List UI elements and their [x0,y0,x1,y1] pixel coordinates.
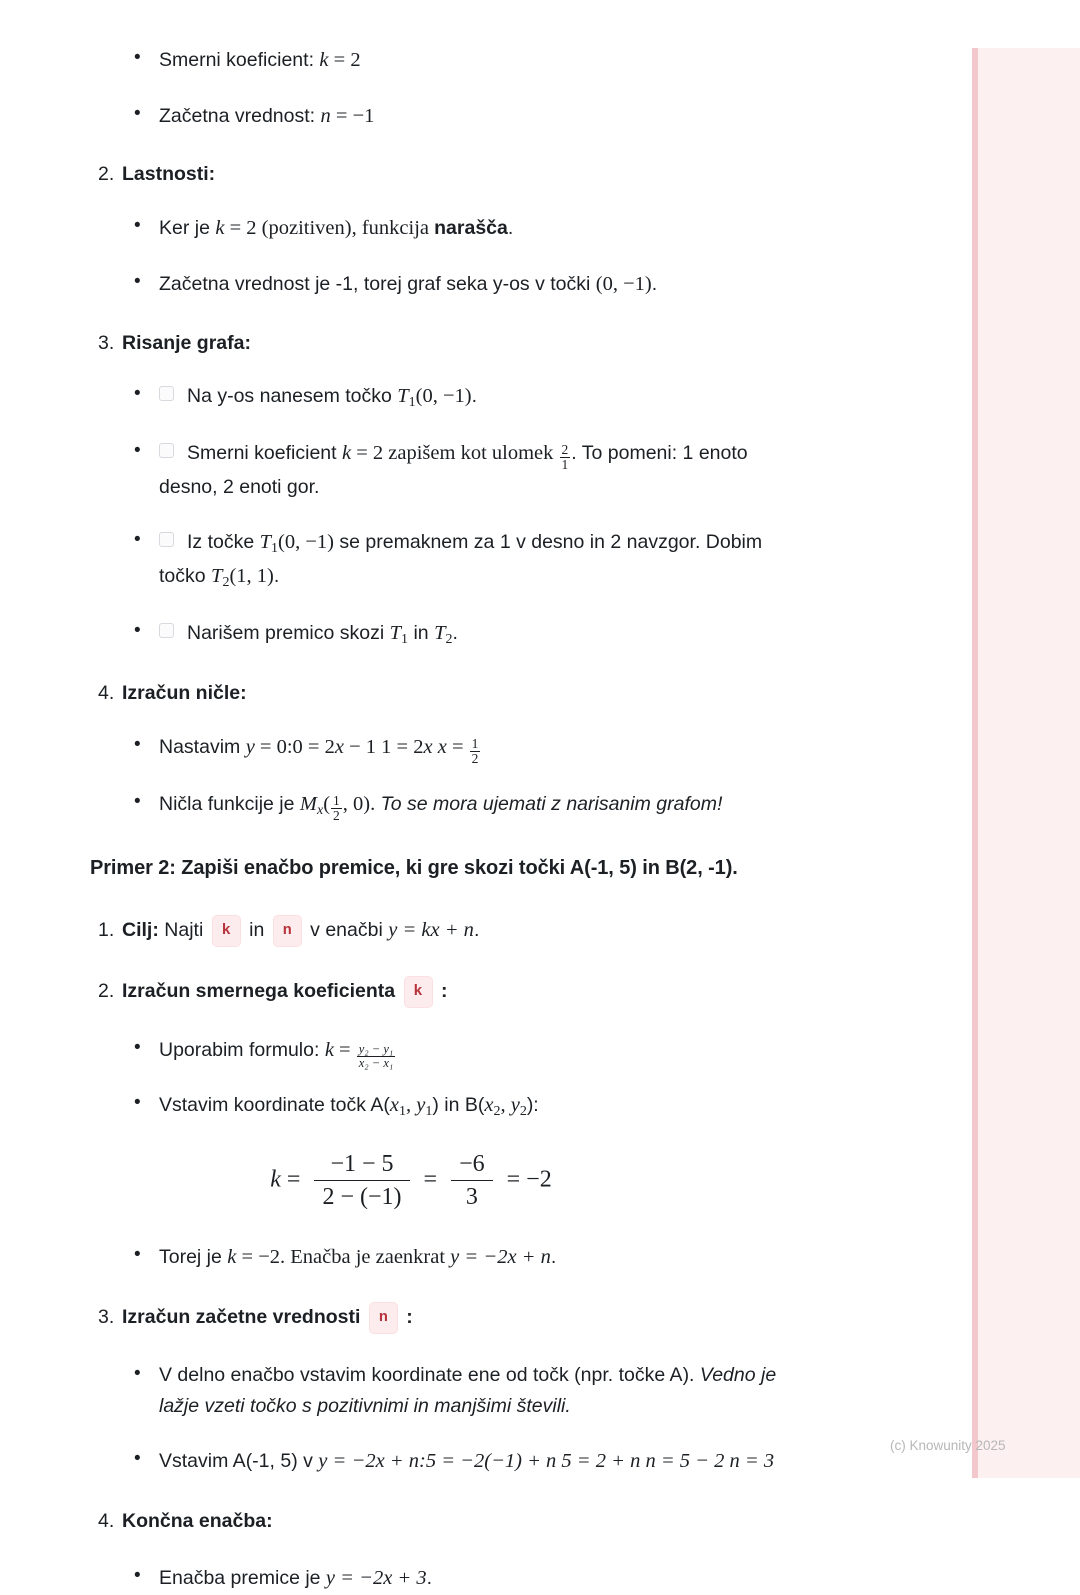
bullet-text: Smerni koeficient [187,441,342,464]
list-item [0,1034,972,1070]
math-var: k [341,441,352,464]
math-var: T [397,385,409,408]
ordered-list-item [0,678,972,708]
math-var: T [259,530,272,553]
italic-note: To se mora ujemati z narisanim grafom! [375,792,723,815]
section-title: Končna enačba: [122,1509,273,1532]
fraction [560,443,571,472]
math-expression: = 0:0 = 2 [254,735,335,758]
math-var: k [324,1039,334,1062]
code-badge-n[interactable]: n [369,1302,398,1334]
fraction-denominator: 2 [471,750,479,766]
ordered-list-item-cilj [0,915,972,947]
bullet-text: . [273,565,280,588]
section-risanje-grafa [0,328,972,651]
fraction-numerator: −6 [459,1150,485,1177]
math-rest: = 2 [328,49,361,71]
italic-note: Vedno je lažje vzeti točko s pozitivnimi in manjšimi števili. [159,1363,777,1418]
math-subscript: 1 [408,395,416,411]
step-text: in [243,919,270,942]
display-equation [0,1124,972,1242]
list-number: 2. [98,980,115,1003]
bullet-text: Nastavim [159,735,246,758]
right-pink-rule [972,48,978,1478]
bullet-text: Torej je [159,1246,228,1269]
math-var: x [389,1094,399,1117]
bullet-text: in [408,621,435,644]
bullet-text: Vstavim koordinate točk A( [159,1094,390,1117]
right-pink-band [972,48,1080,1478]
math-subscript: 1 [398,1104,406,1119]
watermark: (c) Knowunity 2025 [890,1438,1006,1453]
math-expression: , [405,1094,417,1117]
bullet-text: Na y-os nanesem točko [187,385,398,408]
math-subscript: 2 [493,1104,501,1119]
bullet-text: Uporabim formulo: [159,1039,325,1062]
math-var: n [320,105,331,128]
math-expression: (0, −1) [595,272,652,295]
bullet-text: . [507,216,514,239]
math-expression: y = −2x + 3 [325,1567,427,1590]
list-item [0,437,972,504]
example2-heading: Primer 2: Zapiši enačbo premice, ki gre skozi točki A(-1, 5) in B(2, -1). [90,857,738,880]
ordered-list-item-smerni [0,976,972,1008]
colon: : [406,1305,413,1328]
section-izracun-nicle [0,678,972,823]
list-item [0,526,972,595]
fraction-denominator: 2 − (−1) [314,1180,409,1211]
math-subscript: 1 [425,1104,433,1119]
bullet-text: . [426,1567,433,1590]
step-text: Najti [158,919,209,942]
fraction [357,1043,395,1070]
code-badge-n[interactable]: n [273,915,302,947]
math-rest: = −1 [330,105,375,128]
bullet-text: Ničla funkcije je [159,792,300,815]
fraction-1 [314,1150,409,1212]
bullet-text: Začetna vrednost je -1, torej graf seka y-os v točki [159,272,596,295]
math-expression: (0, −1) [415,385,472,408]
bullet-text: Vstavim A(-1, 5) v [159,1449,319,1472]
fraction-denominator: 2 [333,808,340,824]
list-number: 3. [98,332,115,355]
bullet-text: = 2 (pozitiven), funkcija [224,216,435,239]
bullet-text: Ker je [159,216,216,239]
bold-emphasis: narašča [434,216,508,239]
bullet-text: Narišem premico skozi [187,621,390,644]
section-title: Izračun začetne vrednosti [122,1305,361,1328]
section-lastnosti [0,159,972,301]
math-expression: (0, −1) [278,530,334,553]
list-item [0,1241,972,1274]
math-expression: y = −2x + n:5 = −2(−1) + n 5 = 2 + n n = 5 − 2 n = 3 [318,1449,775,1472]
equation-lhs: k [270,1166,281,1192]
math-var: T [389,621,402,644]
math-var: x [334,735,344,758]
code-badge-k[interactable]: k [212,915,241,947]
math-subscript: 2 [445,631,453,647]
checkbox-unchecked[interactable] [159,532,174,547]
equals-sign: = [423,1166,438,1192]
list-item [0,380,972,415]
math-var: k [227,1246,237,1269]
bullet-text: Enačba premice je [159,1567,326,1590]
colon: : [440,980,448,1003]
math-subscript: 2 [519,1104,527,1119]
step-text: . [473,919,480,942]
section-title: Izračun smernega koeficienta [122,980,396,1003]
bullet-text: ) in B( [432,1094,485,1117]
math-expression: = [446,735,469,758]
fraction [331,794,342,823]
list-item [0,1445,972,1478]
bullet-text: ): [526,1094,539,1117]
equals-sign: = [506,1166,521,1192]
list-item [0,731,972,766]
math-var: k [319,49,329,71]
list-item [0,1089,972,1124]
list-item [0,1562,972,1595]
equation-result: −2 [526,1166,552,1192]
math-var: M [299,792,317,815]
fraction-numerator: y₂ − y₁ [358,1041,394,1056]
list-item [0,100,972,133]
section-title: Risanje grafa: [122,332,251,355]
equals-sign: = [286,1166,301,1192]
checkbox-unchecked[interactable] [159,623,174,638]
math-expression: (1, 1) [229,565,274,588]
bullet-text: V delno enačbo vstavim koordinate ene od točk (npr. točke A). [159,1363,700,1386]
bullet-text: . [452,621,458,644]
fraction-denominator: 3 [451,1180,493,1211]
math-var: T [434,621,446,644]
fraction-numerator: 1 [471,735,479,751]
fraction-numerator: −1 − 5 [330,1150,394,1177]
list-number: 4. [98,682,115,705]
list-number: 4. [98,1509,115,1532]
math-expression: y = kx + n [388,919,474,942]
list-item [0,212,972,245]
math-expression: , [500,1094,511,1117]
fraction-2 [451,1150,493,1212]
math-subscript: 2 [222,575,230,591]
math-var: x x [423,735,447,758]
list-item [0,617,972,652]
bullet-text: . [471,385,478,408]
math-expression: ( [323,792,331,815]
list-number: 2. [98,163,115,186]
math-subscript: 1 [401,631,409,647]
fraction-denominator: 1 [561,456,569,472]
math-var: y [416,1094,426,1117]
list-number: 1. [98,919,115,942]
math-var: T [211,565,223,588]
list-item [0,44,972,77]
math-expression: = −2. Enačba je zaenkrat [236,1246,451,1269]
bullet-text: . To pomeni: 1 enoto desno, 2 enoti gor. [159,441,748,499]
bullet-text: . [651,272,658,295]
math-var: y [245,735,255,758]
fraction-numerator: 2 [561,441,569,457]
list-item [0,1360,972,1423]
code-badge-k[interactable]: k [404,976,433,1008]
list-number: 3. [98,1305,115,1328]
bullet-text: = 2 zapišem kot ulomek [351,441,559,464]
math-expression: = [333,1039,356,1062]
fraction [470,737,481,766]
math-expression: y = −2x + n [450,1246,551,1269]
ordered-list-item [0,159,972,189]
math-var: y [510,1094,520,1117]
math-subscript: x [316,802,324,818]
bullet-text: Iz točke [187,530,260,553]
bullet-text: Smerni koeficient: [159,49,320,71]
step-text: v enačbi [304,919,389,942]
bullet-text: se premaknem za 1 v desno in 2 navzgor. Dobim točko [159,530,763,588]
fraction-denominator: x₂ − x₁ [358,1055,394,1070]
section-title: Izračun ničle: [122,682,247,705]
step-label: Cilj: [122,919,159,942]
checkbox-unchecked[interactable] [159,386,174,401]
ordered-list-item [0,328,972,358]
math-expression: , 0). [342,792,376,815]
math-var: k [215,216,225,239]
math-var: x [484,1094,494,1117]
list-item [0,788,972,823]
ordered-list-item-koncna [0,1506,972,1536]
math-subscript: 1 [271,540,279,556]
ordered-list-item-zacetna [0,1302,972,1334]
checkbox-unchecked[interactable] [159,443,174,458]
fraction-numerator: 1 [333,792,340,808]
bullet-text: Začetna vrednost: [159,105,321,128]
bullet-text: . [550,1246,557,1269]
math-expression: − 1 1 = 2 [343,735,424,758]
list-item [0,268,972,301]
example1-top-bullets [0,44,972,133]
section-title: Lastnosti: [122,163,216,186]
